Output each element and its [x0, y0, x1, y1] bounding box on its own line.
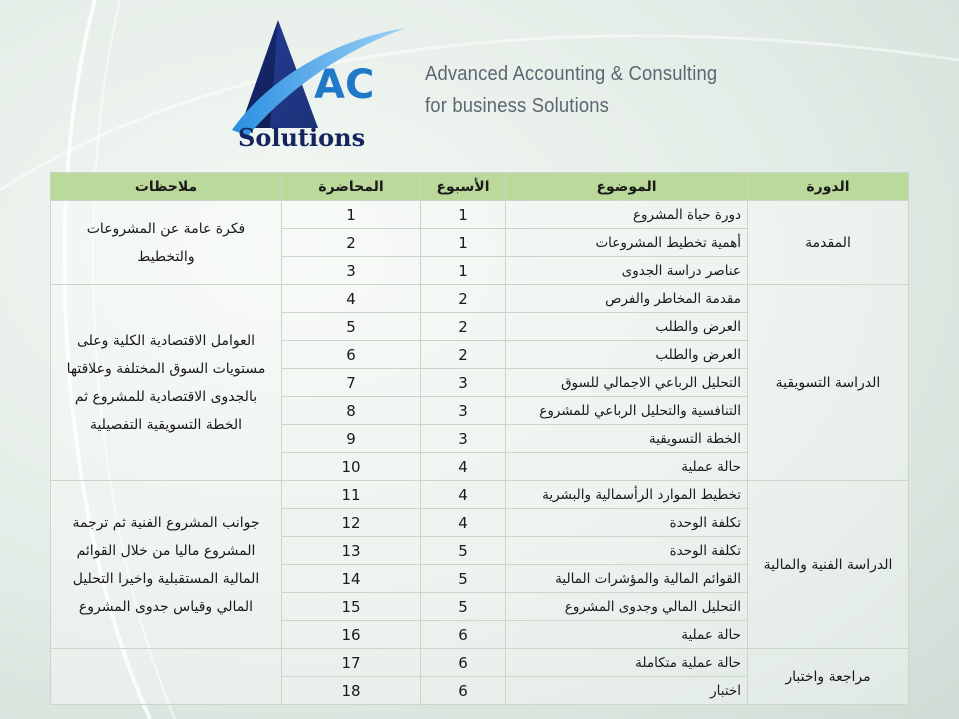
lecture-cell: 11	[282, 481, 421, 509]
week-cell: 2	[421, 341, 506, 369]
course-schedule-table	[50, 172, 909, 705]
course-cell: المقدمة	[748, 201, 909, 285]
week-cell: 6	[421, 621, 506, 649]
week-cell: 5	[421, 593, 506, 621]
topic-cell: حالة عملية	[506, 453, 748, 481]
topic-cell: حالة عملية	[506, 621, 748, 649]
topic-cell: القوائم المالية والمؤشرات المالية	[506, 565, 748, 593]
topic-cell: التحليل الرباعي الاجمالي للسوق	[506, 369, 748, 397]
tagline-line-2: for business Solutions	[425, 95, 610, 117]
topic-cell: العرض والطلب	[506, 313, 748, 341]
lecture-cell: 3	[282, 257, 421, 285]
week-cell: 3	[421, 369, 506, 397]
header	[0, 0, 959, 170]
week-cell: 5	[421, 565, 506, 593]
lecture-cell: 9	[282, 425, 421, 453]
lecture-cell: 12	[282, 509, 421, 537]
topic-cell: حالة عملية متكاملة	[506, 649, 748, 677]
week-cell: 3	[421, 425, 506, 453]
week-cell: 3	[421, 397, 506, 425]
topic-cell: التنافسية والتحليل الرباعي للمشروع	[506, 397, 748, 425]
week-cell: 4	[421, 509, 506, 537]
lecture-cell: 1	[282, 201, 421, 229]
logo	[228, 18, 408, 158]
lecture-cell: 8	[282, 397, 421, 425]
topic-cell: عناصر دراسة الجدوى	[506, 257, 748, 285]
logo-letters: AC	[314, 62, 375, 108]
week-cell: 6	[421, 677, 506, 705]
lecture-cell: 4	[282, 285, 421, 313]
notes-cell: العوامل الاقتصادية الكلية وعلى مستويات السوق المختلفة وعلاقتها بالجدوى الاقتصادية للمشروع ثم الخطة التسويقية التفصيلية	[51, 285, 282, 481]
table-row	[51, 481, 909, 509]
table-header-row	[51, 173, 909, 201]
header-lecture: المحاضرة	[282, 173, 421, 201]
topic-cell: الخطة التسويقية	[506, 425, 748, 453]
tagline-line-1: Advanced Accounting & Consulting	[425, 63, 718, 85]
lecture-cell: 13	[282, 537, 421, 565]
topic-cell: التحليل المالي وجدوى المشروع	[506, 593, 748, 621]
lecture-cell: 17	[282, 649, 421, 677]
topic-cell: مقدمة المخاطر والفرص	[506, 285, 748, 313]
header-notes: ملاحظات	[51, 173, 282, 201]
course-cell: مراجعة واختبار	[748, 649, 909, 705]
course-cell: الدراسة الفنية والمالية	[748, 481, 909, 649]
lecture-cell: 18	[282, 677, 421, 705]
table-row	[51, 285, 909, 313]
lecture-cell: 5	[282, 313, 421, 341]
header-course: الدورة	[748, 173, 909, 201]
header-week: الأسبوع	[421, 173, 506, 201]
week-cell: 2	[421, 313, 506, 341]
tagline	[425, 58, 738, 122]
week-cell: 1	[421, 257, 506, 285]
lecture-cell: 2	[282, 229, 421, 257]
lecture-cell: 6	[282, 341, 421, 369]
topic-cell: تخطيط الموارد الرأسمالية والبشرية	[506, 481, 748, 509]
topic-cell: اختبار	[506, 677, 748, 705]
week-cell: 2	[421, 285, 506, 313]
topic-cell: تكلفة الوحدة	[506, 509, 748, 537]
table-row	[51, 201, 909, 229]
notes-cell	[51, 649, 282, 705]
week-cell: 6	[421, 649, 506, 677]
week-cell: 4	[421, 453, 506, 481]
notes-cell: فكرة عامة عن المشروعات والتخطيط	[51, 201, 282, 285]
lecture-cell: 10	[282, 453, 421, 481]
topic-cell: تكلفة الوحدة	[506, 537, 748, 565]
week-cell: 5	[421, 537, 506, 565]
lecture-cell: 15	[282, 593, 421, 621]
lecture-cell: 16	[282, 621, 421, 649]
week-cell: 4	[421, 481, 506, 509]
lecture-cell: 7	[282, 369, 421, 397]
course-cell: الدراسة التسويقية	[748, 285, 909, 481]
logo-word: Solutions	[238, 123, 366, 152]
topic-cell: العرض والطلب	[506, 341, 748, 369]
header-topic: الموضوع	[506, 173, 748, 201]
topic-cell: أهمية تخطيط المشروعات	[506, 229, 748, 257]
topic-cell: دورة حياة المشروع	[506, 201, 748, 229]
week-cell: 1	[421, 201, 506, 229]
notes-cell: جوانب المشروع الفنية ثم ترجمة المشروع ماليا من خلال القوائم المالية المستقبلية واخيرا التحليل المالي وقياس جدوى المشروع	[51, 481, 282, 649]
table-row	[51, 649, 909, 677]
week-cell: 1	[421, 229, 506, 257]
lecture-cell: 14	[282, 565, 421, 593]
